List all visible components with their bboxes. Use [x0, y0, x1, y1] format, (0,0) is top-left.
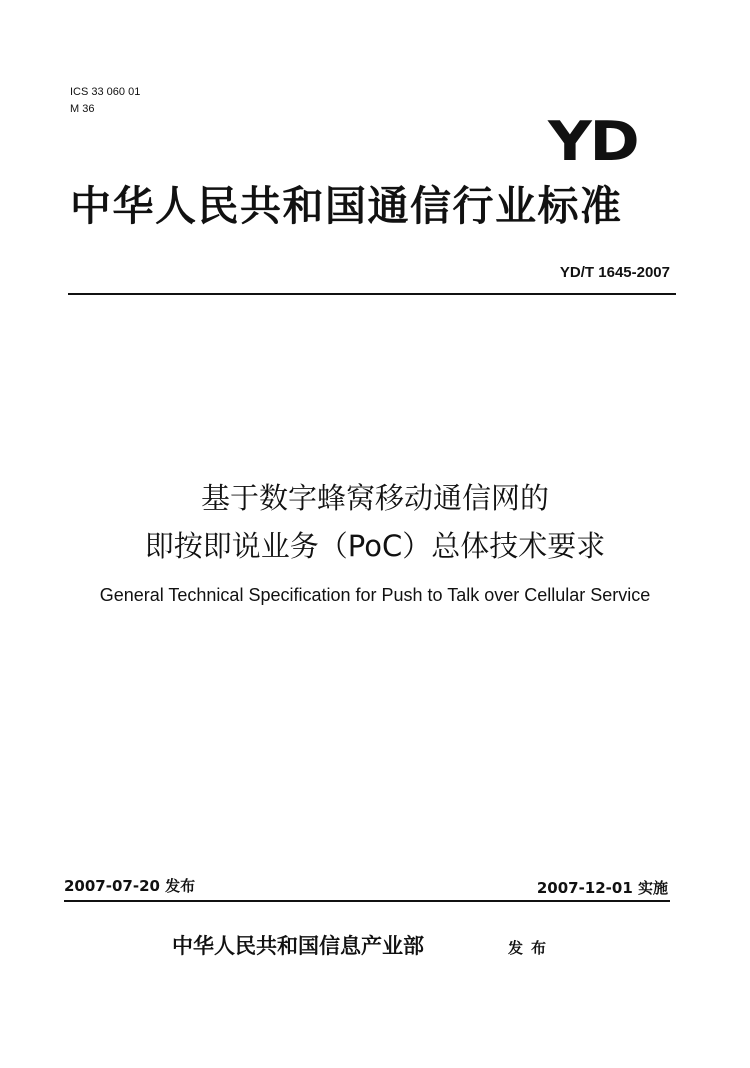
ics-code: ICS 33 060 01: [70, 86, 141, 98]
ccs-code: M 36: [70, 103, 95, 115]
title-en: General Technical Specification for Push to Talk over Cellular Service: [99, 585, 651, 605]
title-cn-line2: 即按即说业务（PoC）总体技术要求: [144, 529, 606, 563]
bottom-divider: [64, 900, 670, 902]
publish-date: 2007-07-20 发布: [64, 877, 196, 895]
standard-number: YD/T 1645-2007: [559, 264, 670, 281]
classification-codes: [70, 84, 140, 118]
title-cn-line1: 基于数字蜂窝移动通信网的: [200, 481, 549, 515]
org-title: 中华人民共和国通信行业标准: [70, 182, 623, 230]
top-divider: [68, 293, 676, 295]
issuer-name: 中华人民共和国信息产业部: [172, 933, 424, 958]
implement-date: 2007-12-01 实施: [536, 879, 668, 897]
issuer-suffix: 发布: [508, 939, 555, 957]
yd-logo: YD: [548, 110, 638, 173]
